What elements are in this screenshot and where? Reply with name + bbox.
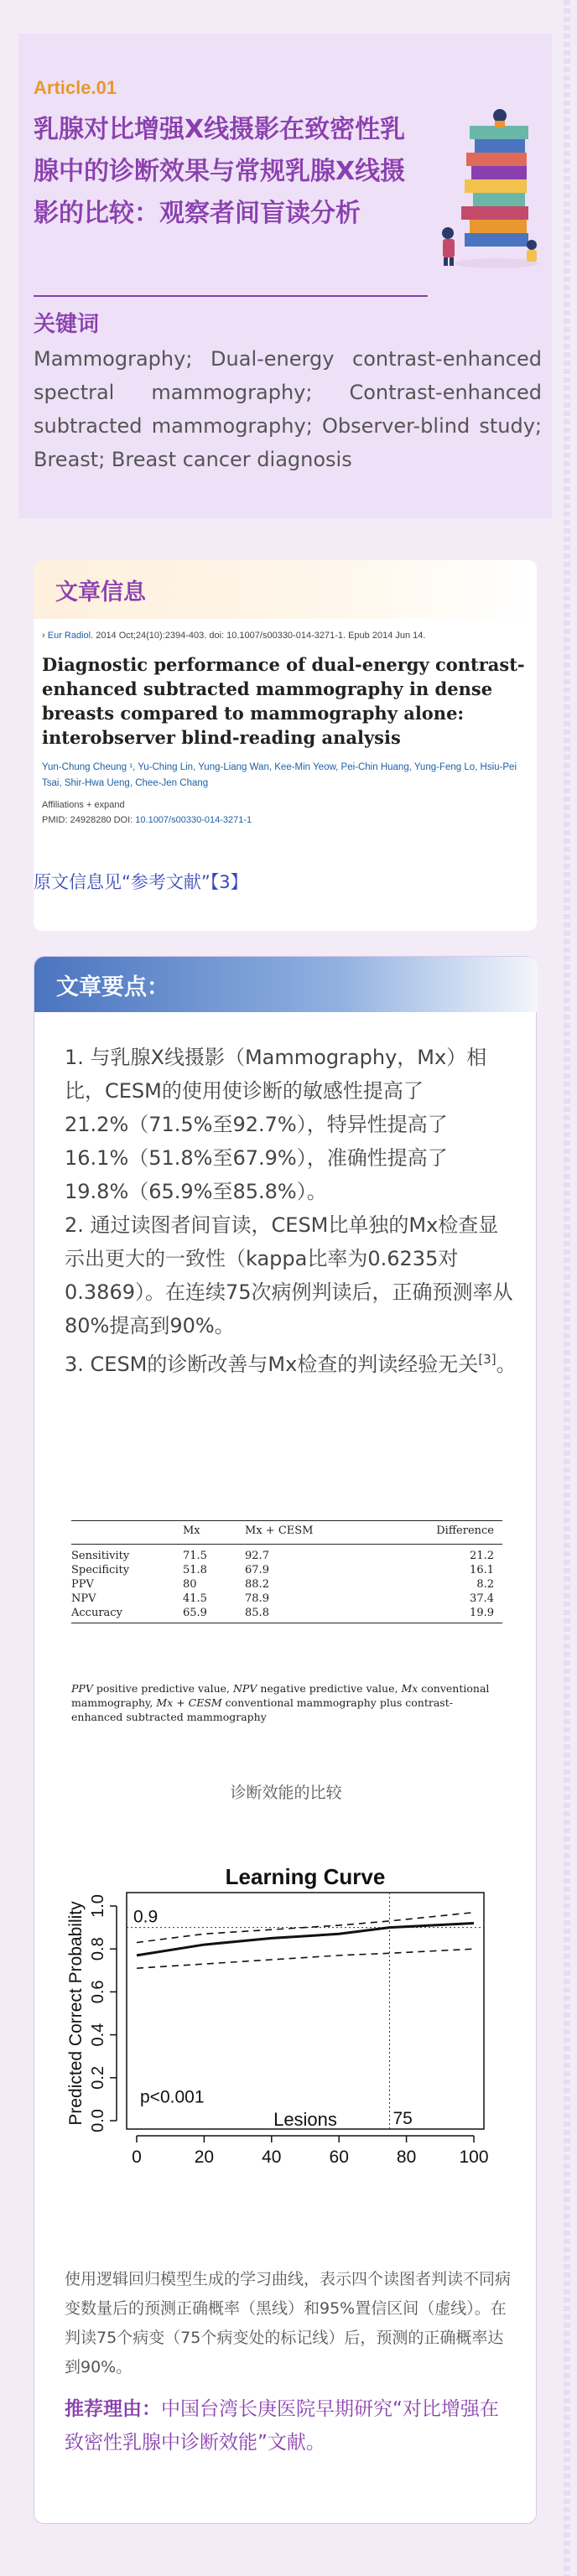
key-points-header <box>34 957 538 1012</box>
key-point-item <box>65 1343 517 1381</box>
doi-link[interactable]: 10.1007/s00330-014-3271-1 <box>135 815 252 825</box>
table-cell: 85.8 <box>231 1606 382 1623</box>
table-cell: 67.9 <box>245 1564 269 1576</box>
x-tick-label: 100 <box>459 2148 489 2167</box>
x-axis-label: Lesions <box>273 2109 337 2130</box>
recommendation-label: 推荐理由： <box>65 2398 161 2420</box>
learning-curve-svg <box>65 1847 507 2199</box>
keywords-text: Mammography; Dual-energy contrast-enhanced spectral mammography; Contrast-enhanced subtracted mammography; Observer-blind study; Breast; Breast cancer diagnosis <box>34 347 542 471</box>
key-points-heading: 文章要点： <box>56 974 169 1000</box>
table-cell: 41.5 <box>182 1592 207 1605</box>
table-row <box>71 1545 502 1564</box>
article-info-heading: 文章信息 <box>55 579 146 605</box>
key-point-item: 1. 与乳腺X线摄影（Mammography，Mx）相比，CESM的使用使诊断的敏感性提高了21.2%（71.5%至92.7%），特异性提高了16.1%（51.8%至67.9%），准确性提高了19.8%（65.9%至85.8%）。 <box>65 1046 487 1203</box>
affiliations-expand[interactable]: Affiliations + expand <box>42 800 125 810</box>
footnote-text: negative predictive value, <box>257 1682 402 1695</box>
table-cell: 92.7 <box>245 1550 269 1562</box>
reference-mark[interactable]: [3] <box>478 1352 496 1367</box>
table-cell: 88.2 <box>245 1578 269 1591</box>
table-header-cell: Difference <box>382 1521 502 1545</box>
y-tick-label: 0.4 <box>89 2023 107 2047</box>
footnote-text: conventional mammography, <box>71 1682 490 1709</box>
table-row <box>71 1592 502 1606</box>
table-cell: NPV <box>71 1592 96 1605</box>
key-points-card <box>34 956 537 2524</box>
journal-link[interactable]: Eur Radiol <box>47 631 91 641</box>
title-divider <box>34 295 428 297</box>
paper-identifiers <box>42 815 532 825</box>
table-header-cell: Mx <box>178 1521 231 1545</box>
table-cell: 21.2 <box>470 1550 494 1562</box>
article-tag: Article.01 <box>34 77 117 98</box>
y-axis-label: Predicted Correct Probability <box>66 1901 86 2126</box>
table-cell: 65.9 <box>178 1606 231 1623</box>
key-point-text: 3. CESM的诊断改善与Mx检查的判读经验无关 <box>65 1353 479 1376</box>
decorative-stripe <box>564 0 570 2576</box>
table-cell: 80 <box>182 1578 197 1591</box>
table-cell: PPV <box>71 1578 94 1591</box>
pmid-text: PMID: 24928280 DOI: <box>42 815 136 825</box>
article-header-card <box>18 34 552 518</box>
footnote-abbr: Mx + CESM <box>156 1696 222 1709</box>
table-cell: 19.9 <box>382 1606 502 1623</box>
table-cell: Specificity <box>71 1564 130 1576</box>
performance-table <box>71 1520 502 1623</box>
article-title: 乳腺对比增强X线摄影在致密性乳腺中的诊断效果与常规乳腺X线摄影的比较：观察者间盲读分析 <box>34 115 406 228</box>
x-tick-label: 20 <box>194 2148 215 2167</box>
footnote-abbr: PPV <box>71 1682 93 1695</box>
series-line-ci <box>137 1913 474 1943</box>
pvalue-annotation: p<0.001 <box>140 2087 205 2107</box>
y-tick-label: 0.2 <box>89 2065 107 2090</box>
chevron-right-icon: › <box>42 631 45 641</box>
y-tick-label: 0.6 <box>89 1980 107 2004</box>
source-reference-link[interactable]: 原文信息见“参考文献”【3】 <box>34 872 248 892</box>
paper-title: Diagnostic performance of dual-energy contrast-enhanced subtracted mammography in dense breasts compared to mammography alone: interobserver blind-reading analysis <box>42 654 525 748</box>
y-tick-label: 0.8 <box>89 1937 107 1961</box>
x-tick-label: 60 <box>329 2148 349 2167</box>
y-tick-label: 1.0 <box>89 1894 107 1918</box>
table-header-row <box>71 1521 502 1545</box>
table-cell: 71.5 <box>182 1550 207 1562</box>
vline-annotation: 75 <box>392 2109 413 2128</box>
table-caption: 诊断效能的比较 <box>230 1784 342 1802</box>
x-tick-label: 40 <box>262 2148 282 2167</box>
footnote-text: positive predictive value, <box>92 1682 233 1695</box>
article-info-card <box>34 560 537 931</box>
x-tick-label: 80 <box>396 2148 417 2167</box>
citation-journal-line <box>42 631 532 641</box>
table-cell: 78.9 <box>245 1592 269 1605</box>
y-tick-label: 0.0 <box>89 2109 107 2132</box>
performance-table-figure <box>65 1507 507 1750</box>
table-cell: Sensitivity <box>71 1550 130 1562</box>
table-cell: 37.4 <box>470 1592 494 1605</box>
key-point-item: 2. 通过读图者间盲读，CESM比单独的Mx检查显示出更大的一致性（kappa比率为0.6235对0.3869）。在连续75次病例判读后，正确预测率从80%提高到90%。 <box>65 1213 513 1337</box>
journal-details: . 2014 Oct;24(10):2394-403. doi: 10.1007/s00330-014-3271-1. Epub 2014 Jun 14. <box>91 631 426 641</box>
chart-title: Learning Curve <box>225 1864 386 1889</box>
table-header-cell <box>71 1521 178 1545</box>
chart-caption: 使用逻辑回归模型生成的学习曲线，表示四个读图者判读不同病变数量后的预测正确概率（黑线）和95%置信区间（虚线）。在判读75个病变（75个病变处的标记线）后，预测的正确概率达到90%。 <box>65 2270 512 2376</box>
recommendation-text: 中国台湾长庚医院早期研究“对比增强在致密性乳腺中诊断效能”文献。 <box>65 2398 499 2454</box>
key-points-list <box>65 1041 517 1381</box>
table-cell: Accuracy <box>71 1606 178 1623</box>
x-tick-label: 0 <box>132 2148 142 2167</box>
learning-curve-chart <box>65 1847 507 2199</box>
footnote-abbr: NPV <box>232 1682 257 1695</box>
table-cell: 8.2 <box>476 1578 494 1591</box>
key-point-tail: 。 <box>496 1353 517 1376</box>
article-info-header <box>34 560 537 619</box>
table-cell: 51.8 <box>182 1564 207 1576</box>
hline-annotation: 0.9 <box>133 1907 159 1927</box>
table-row <box>71 1606 502 1623</box>
table-row <box>71 1563 502 1577</box>
series-line-ci <box>137 1949 474 1968</box>
table-footnote <box>71 1681 502 1724</box>
citation-screenshot <box>42 631 532 825</box>
footnote-abbr: Mx <box>401 1682 418 1695</box>
keywords-heading: 关键词 <box>34 312 100 337</box>
footnote-text: conventional mammography plus contrast-enhanced subtracted mammography <box>71 1696 453 1723</box>
reading-books-illustration <box>436 107 543 275</box>
table-header-cell: Mx + CESM <box>231 1521 382 1545</box>
table-cell: 16.1 <box>470 1564 494 1576</box>
paper-authors[interactable]: Yun-Chung Cheung ¹, Yu-Ching Lin, Yung-Liang Wan, Kee-Min Yeow, Pei-Chin Huang, Yung-Feng Lo, Hsiu-Pei Tsai, Shir-Hwa Ueng, Chee-Jen Chang <box>42 762 517 788</box>
table-row <box>71 1577 502 1592</box>
recommendation <box>65 2392 517 2459</box>
